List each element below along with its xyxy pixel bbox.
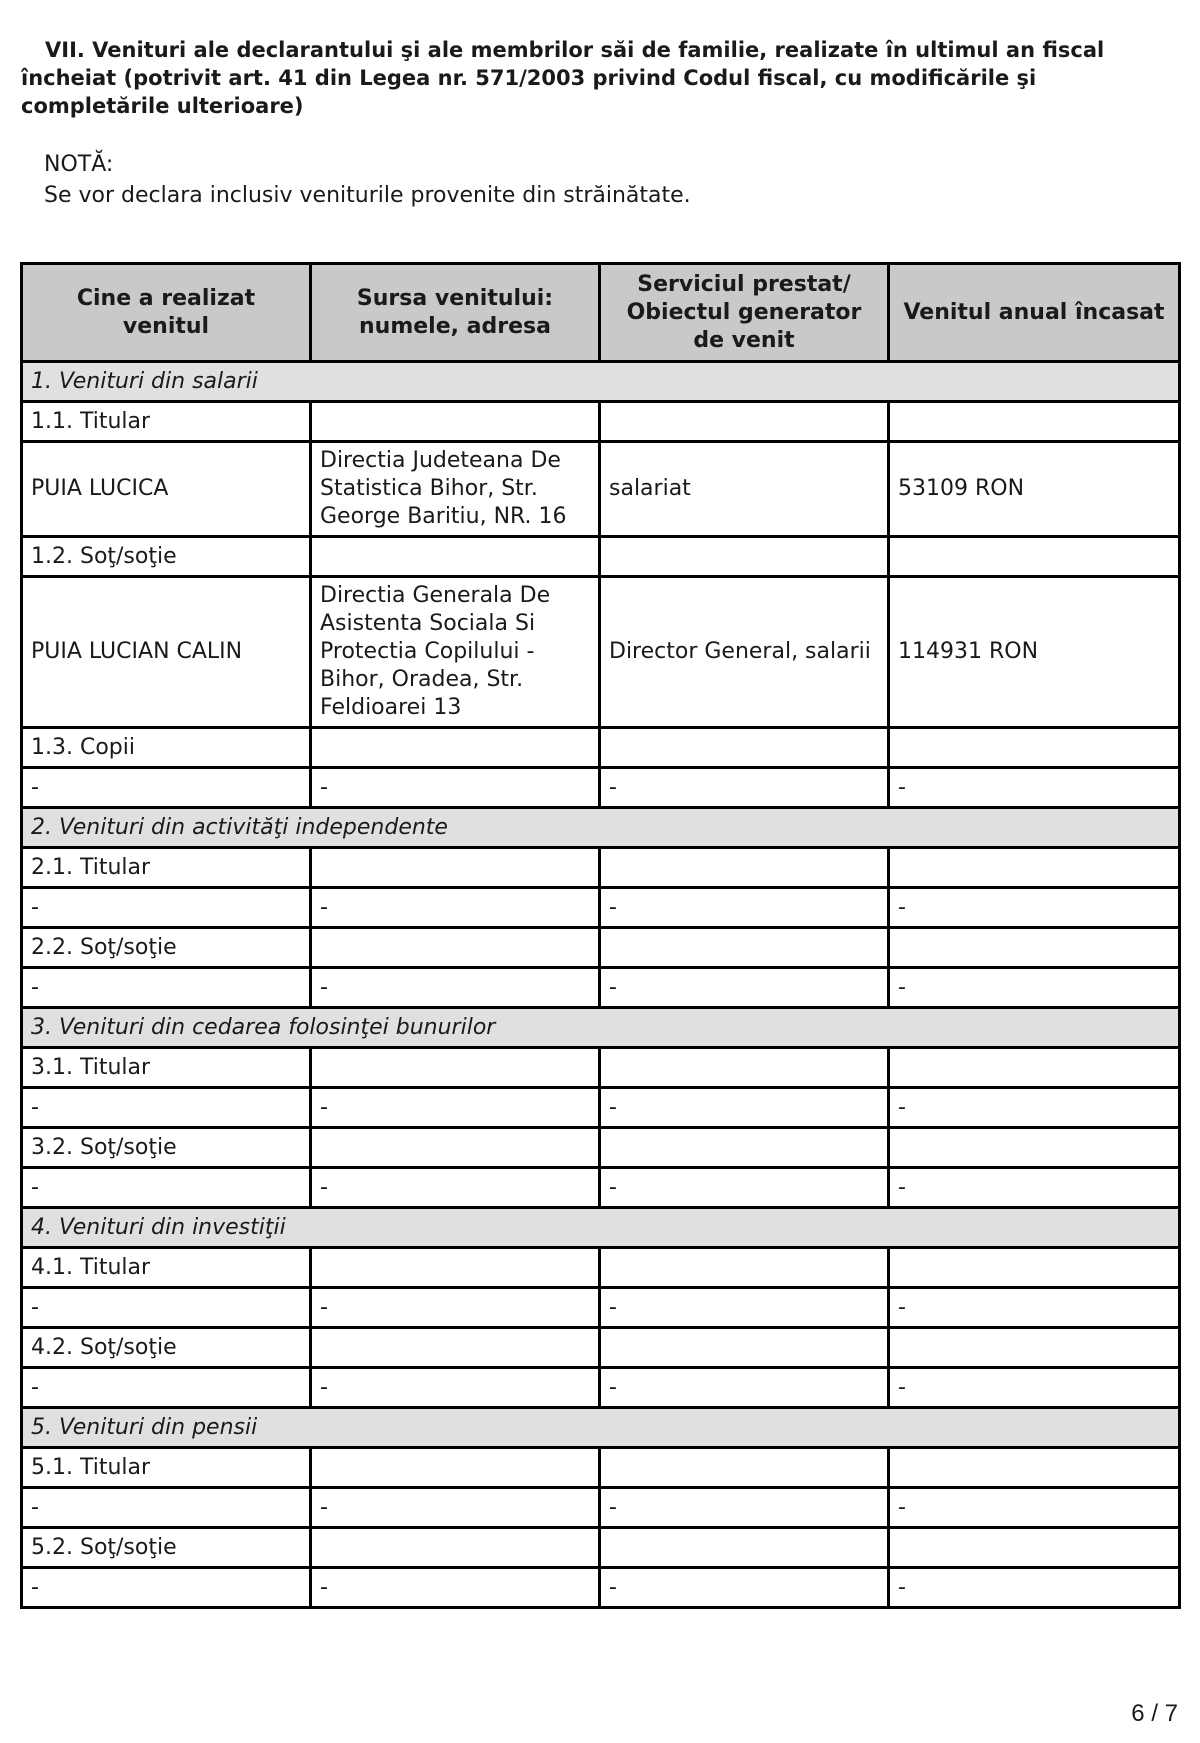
cell-service: - <box>600 888 889 928</box>
cell-income <box>889 848 1180 888</box>
cell-who: 5.1. Titular <box>22 1448 311 1488</box>
cell-who: - <box>22 1488 311 1528</box>
cell-who: 4.1. Titular <box>22 1248 311 1288</box>
table-row <box>22 968 1180 1008</box>
cell-who: - <box>22 1288 311 1328</box>
cell-source: - <box>311 968 600 1008</box>
cell-who: - <box>22 1168 311 1208</box>
page-number: 6 / 7 <box>1131 1700 1178 1727</box>
header-cell-income: Venitul anual încasat <box>889 264 1180 362</box>
cell-income <box>889 1328 1180 1368</box>
cell-who: PUIA LUCIAN CALIN <box>22 577 311 728</box>
cell-service <box>600 928 889 968</box>
cell-source: Directia Generala De Asistenta Sociala Si Protectia Copilului - Bihor, Oradea, Str. Feldioarei 13 <box>311 577 600 728</box>
cell-source <box>311 728 600 768</box>
table-row <box>22 888 1180 928</box>
section-row <box>22 1008 1180 1048</box>
table-row <box>22 848 1180 888</box>
cell-who: 3.2. Soţ/soţie <box>22 1128 311 1168</box>
cell-source <box>311 1248 600 1288</box>
table-row <box>22 1568 1180 1608</box>
cell-service: - <box>600 1568 889 1608</box>
table-row <box>22 728 1180 768</box>
cell-income <box>889 1448 1180 1488</box>
cell-service: - <box>600 1288 889 1328</box>
note-text: Se vor declara inclusiv veniturile provenite din străinătate. <box>44 183 691 208</box>
table-row <box>22 1128 1180 1168</box>
cell-who: 2.1. Titular <box>22 848 311 888</box>
cell-income: 53109 RON <box>889 442 1180 537</box>
cell-who: 1.2. Soţ/soţie <box>22 537 311 577</box>
cell-source <box>311 1328 600 1368</box>
note-label: NOTĂ: <box>44 152 114 177</box>
table-row <box>22 1528 1180 1568</box>
cell-source <box>311 1128 600 1168</box>
table-row <box>22 928 1180 968</box>
cell-income <box>889 537 1180 577</box>
cell-who: - <box>22 768 311 808</box>
cell-who: 2.2. Soţ/soţie <box>22 928 311 968</box>
cell-who: 4.2. Soţ/soţie <box>22 1328 311 1368</box>
cell-source <box>311 537 600 577</box>
table-row <box>22 1048 1180 1088</box>
cell-service <box>600 1248 889 1288</box>
cell-service <box>600 848 889 888</box>
cell-source <box>311 848 600 888</box>
cell-income: - <box>889 968 1180 1008</box>
section-title-cell: 5. Venituri din pensii <box>22 1408 1180 1448</box>
section-title: VII. Venituri ale declarantului şi ale membrilor săi de familie, realizate în ultimul an fiscal încheiat (potrivit art. 41 din Legea nr. 571/2003 privind Codul fiscal, cu modificările şi completările ulterioare) <box>21 38 1105 118</box>
cell-income: - <box>889 1288 1180 1328</box>
cell-service: - <box>600 1088 889 1128</box>
cell-income: - <box>889 1088 1180 1128</box>
section-row <box>22 1408 1180 1448</box>
cell-service <box>600 1048 889 1088</box>
section-title-cell: 4. Venituri din investiţii <box>22 1208 1180 1248</box>
table-row <box>22 1288 1180 1328</box>
cell-who: - <box>22 1568 311 1608</box>
cell-income <box>889 728 1180 768</box>
cell-service <box>600 1328 889 1368</box>
cell-service: - <box>600 968 889 1008</box>
cell-service <box>600 1528 889 1568</box>
cell-source: Directia Judeteana De Statistica Bihor, Str. George Baritiu, NR. 16 <box>311 442 600 537</box>
cell-source <box>311 1048 600 1088</box>
cell-source: - <box>311 1488 600 1528</box>
income-table <box>20 262 1181 1609</box>
header-cell-source: Sursa venitului: numele, adresa <box>311 264 600 362</box>
cell-income: - <box>889 1488 1180 1528</box>
table-header-row <box>22 264 1180 362</box>
cell-who: - <box>22 1368 311 1408</box>
table-body <box>22 362 1180 1608</box>
cell-service: - <box>600 1168 889 1208</box>
cell-who: 3.1. Titular <box>22 1048 311 1088</box>
table-row <box>22 1168 1180 1208</box>
section-title-cell: 3. Venituri din cedarea folosinţei bunurilor <box>22 1008 1180 1048</box>
section-title-cell: 1. Venituri din salarii <box>22 362 1180 402</box>
table-row <box>22 577 1180 728</box>
cell-service: Director General, salarii <box>600 577 889 728</box>
cell-source: - <box>311 768 600 808</box>
cell-source: - <box>311 1088 600 1128</box>
table-row <box>22 1088 1180 1128</box>
table-row <box>22 1488 1180 1528</box>
cell-service <box>600 1448 889 1488</box>
cell-income: - <box>889 1368 1180 1408</box>
section-row <box>22 1208 1180 1248</box>
cell-income <box>889 928 1180 968</box>
section-row <box>22 362 1180 402</box>
table-row <box>22 1248 1180 1288</box>
cell-source: - <box>311 1368 600 1408</box>
cell-income: - <box>889 888 1180 928</box>
cell-income <box>889 1248 1180 1288</box>
cell-income: - <box>889 1168 1180 1208</box>
cell-service <box>600 728 889 768</box>
cell-income <box>889 1528 1180 1568</box>
cell-source: - <box>311 888 600 928</box>
cell-service: - <box>600 1368 889 1408</box>
cell-income: - <box>889 1568 1180 1608</box>
cell-source: - <box>311 1568 600 1608</box>
cell-who: 5.2. Soţ/soţie <box>22 1528 311 1568</box>
cell-service: salariat <box>600 442 889 537</box>
cell-income <box>889 1128 1180 1168</box>
cell-income <box>889 402 1180 442</box>
cell-income <box>889 1048 1180 1088</box>
header-cell-service: Serviciul prestat/ Obiectul generator de venit <box>600 264 889 362</box>
cell-income: - <box>889 768 1180 808</box>
cell-service <box>600 537 889 577</box>
table-row <box>22 537 1180 577</box>
table-row <box>22 1448 1180 1488</box>
cell-income: 114931 RON <box>889 577 1180 728</box>
section-title-cell: 2. Venituri din activităţi independente <box>22 808 1180 848</box>
cell-who: - <box>22 968 311 1008</box>
cell-source: - <box>311 1168 600 1208</box>
cell-source: - <box>311 1288 600 1328</box>
cell-who: - <box>22 1088 311 1128</box>
cell-service <box>600 402 889 442</box>
cell-service: - <box>600 1488 889 1528</box>
table-row <box>22 1368 1180 1408</box>
section-row <box>22 808 1180 848</box>
cell-source <box>311 928 600 968</box>
cell-source <box>311 402 600 442</box>
header-cell-who: Cine a realizat venitul <box>22 264 311 362</box>
cell-source <box>311 1528 600 1568</box>
table-row <box>22 402 1180 442</box>
cell-who: 1.3. Copii <box>22 728 311 768</box>
cell-who: - <box>22 888 311 928</box>
cell-who: PUIA LUCICA <box>22 442 311 537</box>
table-row <box>22 1328 1180 1368</box>
cell-service <box>600 1128 889 1168</box>
table-row <box>22 768 1180 808</box>
cell-who: 1.1. Titular <box>22 402 311 442</box>
cell-service: - <box>600 768 889 808</box>
table-row <box>22 442 1180 537</box>
cell-source <box>311 1448 600 1488</box>
